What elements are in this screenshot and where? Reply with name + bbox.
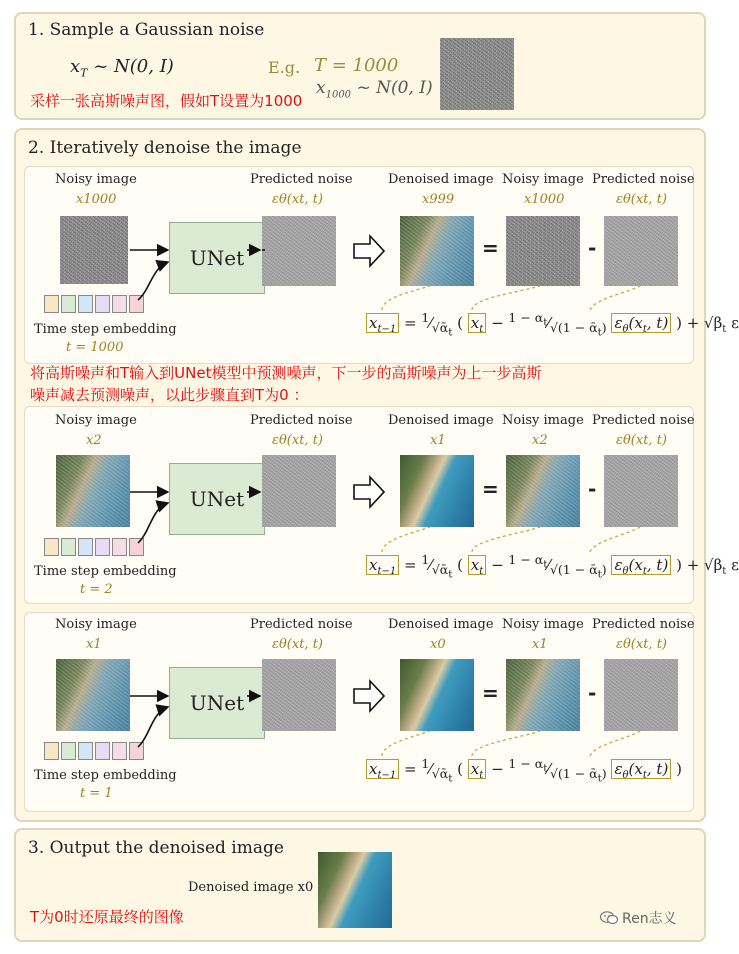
col-pred-label: Predicted noise [250, 172, 353, 187]
predicted-noise-image-2 [604, 659, 678, 731]
noisy-image [56, 455, 130, 527]
col-denoised-label: Denoised image [388, 617, 494, 632]
pred-noise-symbol: εθ(xt, t) [272, 637, 323, 652]
unet-block: UNet [169, 463, 265, 535]
noisy-input-symbol: x2 [86, 433, 102, 448]
note-denoise-line1: 将高斯噪声和T输入到UNet模型中预测噪声，下一步的高斯噪声为上一步高斯 [30, 364, 542, 382]
time-step-value: t = 1000 [66, 340, 124, 355]
watermark [600, 908, 677, 928]
noisy-image [56, 659, 130, 731]
col-noisy-label: Noisy image [55, 413, 137, 428]
denoised-image [400, 455, 474, 527]
time-step-label: Time step embedding [34, 322, 177, 337]
update-formula-3: $x_{t-1}$ = $^1⁄_{√ᾱ_t}$ ( $x_t$ − $^{1 - \alpha_t}⁄_{√(1 - ᾱ_t)}$ $\varepsilon_\theta(x_t$, t) ) [366, 756, 682, 785]
pred-noise-symbol: εθ(xt, t) [272, 192, 323, 207]
predicted-noise-image [262, 659, 336, 731]
time-step-embedding [44, 742, 146, 760]
time-step-value: t = 2 [80, 582, 113, 597]
output-label: Denoised image x0 [188, 880, 314, 895]
eg-label: E.g. [268, 58, 301, 77]
denoised-symbol: x0 [430, 637, 446, 652]
note-denoise-line2: 噪声减去预测噪声，以此步骤直到T为0 ： [30, 386, 309, 404]
col-noisy-label-2: Noisy image [502, 172, 584, 187]
col-denoised-label: Denoised image [388, 172, 494, 187]
col-noisy-label-2: Noisy image [502, 617, 584, 632]
update-formula-2: $x_{t-1}$ = $^1⁄_{√ᾱ_t}$ ( $x_t$ − $^{1 - \alpha_t}⁄_{√(1 - ᾱ_t)}$ $\varepsilon_\theta(x_t$, t) ) + $√\beta_t$ ε [366, 552, 739, 581]
col-pred-label: Predicted noise [250, 617, 353, 632]
time-step-embedding [44, 295, 146, 313]
pred-noise-symbol-2: εθ(xt, t) [616, 637, 667, 652]
noisy-image [60, 216, 128, 284]
predicted-noise-image-2 [604, 216, 678, 286]
section1-title: 1. Sample a Gaussian noise [28, 20, 265, 40]
col-pred-label-2: Predicted noise [592, 413, 695, 428]
denoised-image [400, 216, 474, 286]
time-step-value: t = 1 [80, 786, 113, 801]
col-pred-label-2: Predicted noise [592, 172, 695, 187]
denoised-image [400, 659, 474, 731]
col-pred-label-2: Predicted noise [592, 617, 695, 632]
note-sample: 采样一张高斯噪声图，假如T设置为1000 [30, 92, 303, 110]
pred-noise-symbol-2: εθ(xt, t) [616, 192, 667, 207]
watermark-text: Ren志义 [622, 911, 677, 927]
noisy-image-2 [506, 455, 580, 527]
gaussian-noise-image [440, 38, 514, 110]
minus-sign: - [588, 236, 597, 260]
denoised-symbol: x1 [430, 433, 446, 448]
predicted-noise-image-2 [604, 455, 678, 527]
denoised-symbol: x999 [422, 192, 455, 207]
noisy-image-2 [506, 216, 580, 286]
wechat-icon [600, 911, 618, 925]
unet-block: UNet [169, 222, 265, 294]
predicted-noise-image [262, 455, 336, 527]
section3-title: 3. Output the denoised image [28, 838, 284, 858]
minus-sign: - [588, 681, 597, 705]
noisy-input-symbol-2: x2 [532, 433, 548, 448]
col-noisy-label: Noisy image [55, 172, 137, 187]
sample-formula: $x_T$ ~ N(0, I) [70, 56, 174, 80]
eg-x-formula: $x_{1000}$ ~ N(0, I) [316, 78, 433, 101]
pred-noise-symbol-2: εθ(xt, t) [616, 433, 667, 448]
noisy-input-symbol-2: x1 [532, 637, 548, 652]
eg-t-value: T = 1000 [314, 55, 399, 76]
noisy-image-2 [506, 659, 580, 731]
time-step-label: Time step embedding [34, 564, 177, 579]
equals-sign: = [482, 477, 499, 501]
noisy-input-symbol: x1000 [76, 192, 117, 207]
col-denoised-label: Denoised image [388, 413, 494, 428]
col-noisy-label: Noisy image [55, 617, 137, 632]
pred-noise-symbol: εθ(xt, t) [272, 433, 323, 448]
time-step-label: Time step embedding [34, 768, 177, 783]
note-output: T为0时还原最终的图像 [30, 908, 184, 926]
predicted-noise-image [262, 216, 336, 286]
minus-sign: - [588, 477, 597, 501]
col-noisy-label-2: Noisy image [502, 413, 584, 428]
equals-sign: = [482, 681, 499, 705]
noisy-input-symbol-2: x1000 [524, 192, 565, 207]
update-formula-1: $x_{t-1}$ = $^1⁄_{√ᾱ_t}$ ( $x_t$ − $^{1 - \alpha_t}⁄_{√(1 - ᾱ_t)}$ $\varepsilon_\theta(x_t$, t) ) + $√\beta_t$ ε [366, 310, 739, 339]
final-denoised-image [318, 852, 392, 928]
unet-block: UNet [169, 667, 265, 739]
time-step-embedding [44, 538, 146, 556]
col-pred-label: Predicted noise [250, 413, 353, 428]
section2-title: 2. Iteratively denoise the image [28, 138, 302, 158]
equals-sign: = [482, 236, 499, 260]
noisy-input-symbol: x1 [86, 637, 102, 652]
